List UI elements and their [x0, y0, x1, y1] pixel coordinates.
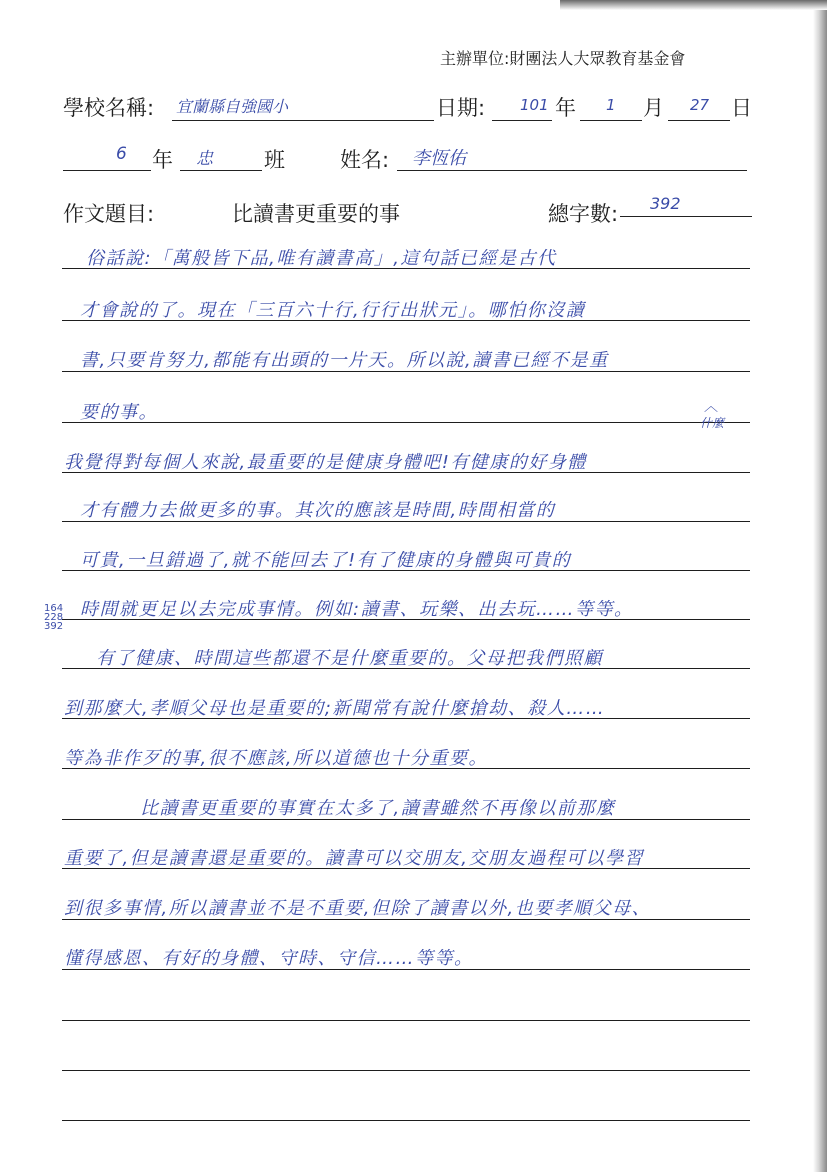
ruled-line — [62, 1020, 750, 1021]
word-count-label: 總字數: — [548, 202, 619, 226]
date-year-value: 101 — [520, 96, 549, 114]
date-year-label: 年 — [555, 96, 576, 120]
essay-line: 才有體力去做更多的事。其次的應該是時間,時間相當的 — [80, 500, 556, 521]
essay-line: 我覺得對每個人來說,最重要的是健康身體吧!有健康的好身體 — [64, 452, 587, 473]
school-name-value: 宜蘭縣自強國小 — [176, 97, 289, 116]
essay-line: 時間就更足以去完成事情。例如:讀書、玩樂、出去玩……等等。 — [80, 599, 634, 620]
date-month-label: 月 — [643, 96, 664, 120]
essay-line: 書,只要肯努力,都能有出頭的一片天。所以說,讀書已經不是重 — [80, 350, 609, 371]
grade-value: 6 — [116, 144, 127, 164]
date-year-underline — [492, 120, 552, 121]
essay-line: 比讀書更重要的事實在太多了,讀書雖然不再像以前那麼 — [140, 798, 616, 819]
essay-line: 才會說的了。現在「三百六十行,行行出狀元」。哪怕你沒讀 — [80, 300, 586, 321]
ruled-line — [62, 1070, 750, 1071]
word-count-value: 392 — [650, 194, 681, 213]
essay-line: 要的事。 — [80, 402, 158, 423]
class-value: 忠 — [196, 149, 213, 169]
essay-line: 到很多事情,所以讀書並不是不重要,但除了讀書以外,也要孝順父母、 — [64, 898, 652, 919]
date-day-value: 27 — [690, 96, 710, 114]
date-label: 日期: — [436, 96, 486, 120]
grade-label: 年 — [152, 148, 173, 172]
essay-line: 俗話說:「萬般皆下品,唯有讀書高」,這句話已經是古代 — [86, 248, 557, 269]
name-value: 李恆佑 — [412, 148, 466, 169]
name-label: 姓名: — [340, 148, 390, 172]
scan-top-edge-shadow — [560, 0, 827, 10]
school-name-label: 學校名稱: — [63, 96, 155, 120]
date-day-underline — [668, 120, 730, 121]
class-underline — [180, 170, 262, 171]
insert-caret-icon: ︿ — [704, 399, 718, 415]
class-label: 班 — [264, 148, 285, 172]
organizer-text: 主辦單位:財團法人大眾教育基金會 — [440, 49, 686, 68]
essay-line: 到那麼大,孝順父母也是重要的;新聞常有說什麼搶劫、殺人…… — [64, 698, 606, 719]
date-month-underline — [580, 120, 642, 121]
essay-line: 懂得感恩、有好的身體、守時、守信……等等。 — [64, 948, 474, 969]
grade-underline — [63, 170, 151, 171]
essay-title-label: 作文題目: — [63, 202, 155, 226]
margin-tally-note: 164 228 392 — [44, 603, 64, 632]
essay-title: 比讀書更重要的事 — [232, 202, 400, 226]
name-underline — [397, 170, 747, 171]
essay-line: 可貴,一旦錯過了,就不能回去了!有了健康的身體與可貴的 — [80, 550, 572, 571]
essay-line: 重要了,但是讀書還是重要的。讀書可以交朋友,交朋友過程可以學習 — [64, 848, 644, 869]
word-count-underline — [620, 216, 752, 217]
date-month-value: 1 — [606, 96, 616, 114]
essay-line: 等為非作歹的事,很不應該,所以道德也十分重要。 — [64, 748, 488, 769]
school-name-underline — [172, 120, 434, 121]
essay-line: 有了健康、時間這些都還不是什麼重要的。父母把我們照顧 — [96, 648, 603, 669]
ruled-line — [62, 1120, 750, 1121]
insert-annotation: 什麼 — [700, 416, 725, 430]
scan-edge-shadow — [813, 0, 827, 1172]
date-day-label: 日 — [731, 96, 752, 120]
